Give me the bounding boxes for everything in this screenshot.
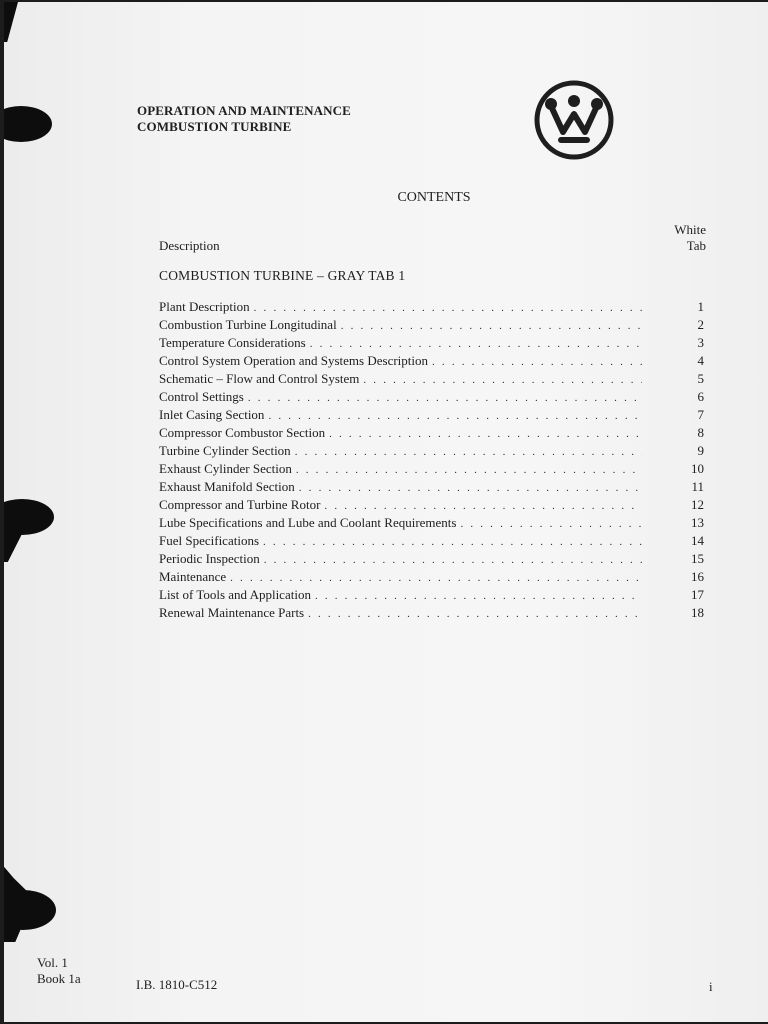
toc-row — [159, 587, 704, 605]
toc-entry-tab: 6 — [697, 389, 704, 404]
toc-entry-title: Compressor Combustor Section — [159, 425, 326, 440]
column-header-description: Description — [159, 238, 220, 253]
footer-ib-number: I.B. 1810-C512 — [136, 977, 218, 992]
toc-dot-leader — [432, 356, 642, 368]
toc-row — [159, 371, 704, 389]
toc-entry-title: Renewal Maintenance Parts — [159, 605, 305, 620]
column-header-tab — [674, 222, 706, 254]
toc-row — [159, 389, 704, 407]
toc-row — [159, 299, 704, 317]
toc-entry-title: Plant Description — [159, 299, 250, 314]
toc-dot-leader — [268, 410, 642, 422]
toc-entry-tab: 17 — [691, 587, 704, 602]
toc-entry-tab: 2 — [697, 317, 704, 332]
toc-entry-tab: 14 — [691, 533, 704, 548]
edge-tear-bottom — [4, 862, 34, 942]
toc-row — [159, 353, 704, 371]
toc-dot-leader — [324, 500, 642, 512]
header-line-1: OPERATION AND MAINTENANCE — [137, 103, 351, 118]
toc-dot-leader — [460, 518, 642, 530]
binder-hole-top — [4, 106, 52, 142]
header-line-2: COMBUSTION TURBINE — [137, 119, 292, 134]
toc-entry-tab: 1 — [697, 299, 704, 314]
toc-entry-tab: 5 — [697, 371, 704, 386]
column-header-tab-line-1: White — [674, 222, 706, 237]
toc-dot-leader — [254, 302, 642, 314]
toc-dot-leader — [310, 338, 642, 350]
toc-entry-tab: 13 — [691, 515, 704, 530]
toc-entry-title: Control Settings — [159, 389, 244, 404]
toc-entry-title: Compressor and Turbine Rotor — [159, 497, 321, 512]
toc-row — [159, 605, 704, 623]
toc-dot-leader — [329, 428, 642, 440]
toc-row — [159, 497, 704, 515]
toc-row — [159, 425, 704, 443]
toc-entry-tab: 12 — [691, 497, 704, 512]
toc-entry-tab: 18 — [691, 605, 704, 620]
table-of-contents — [159, 299, 704, 623]
toc-entry-title: Maintenance — [159, 569, 227, 584]
toc-dot-leader — [263, 536, 642, 548]
toc-entry-title: Turbine Cylinder Section — [159, 443, 291, 458]
toc-dot-leader — [230, 572, 642, 584]
toc-dot-leader — [296, 464, 642, 476]
edge-tear-middle — [4, 522, 26, 562]
toc-row — [159, 335, 704, 353]
toc-row — [159, 407, 704, 425]
footer-vol-label: Vol. 1 — [37, 955, 68, 970]
toc-row — [159, 317, 704, 335]
toc-dot-leader — [363, 374, 642, 386]
toc-row — [159, 515, 704, 533]
edge-tear-top — [4, 2, 18, 42]
toc-entry-title: Periodic Inspection — [159, 551, 260, 566]
section-heading: COMBUSTION TURBINE – GRAY TAB 1 — [159, 268, 406, 283]
toc-entry-title: Combustion Turbine Longitudinal — [159, 317, 337, 332]
toc-row — [159, 569, 704, 587]
toc-dot-leader — [315, 590, 642, 602]
document-header — [137, 103, 351, 135]
toc-entry-tab: 8 — [697, 425, 704, 440]
toc-dot-leader — [308, 608, 642, 620]
toc-row — [159, 551, 704, 569]
contents-title: CONTENTS — [397, 190, 471, 205]
toc-dot-leader — [295, 446, 642, 458]
toc-row — [159, 443, 704, 461]
document-page — [4, 2, 768, 1022]
toc-entry-tab: 10 — [691, 461, 704, 476]
toc-dot-leader — [299, 482, 642, 494]
toc-entry-title: Temperature Considerations — [159, 335, 306, 350]
toc-entry-tab: 7 — [697, 407, 704, 422]
toc-entry-tab: 3 — [697, 335, 704, 350]
toc-row — [159, 461, 704, 479]
toc-entry-title: Exhaust Manifold Section — [159, 479, 295, 494]
toc-dot-leader — [341, 320, 642, 332]
footer-page-number: i — [709, 979, 713, 994]
toc-entry-tab: 11 — [691, 479, 704, 494]
toc-row — [159, 479, 704, 497]
toc-entry-tab: 15 — [691, 551, 704, 566]
toc-entry-title: Exhaust Cylinder Section — [159, 461, 292, 476]
toc-entry-title: Schematic – Flow and Control System — [159, 371, 360, 386]
toc-entry-tab: 9 — [697, 443, 704, 458]
toc-entry-title: List of Tools and Application — [159, 587, 311, 602]
toc-entry-title: Inlet Casing Section — [159, 407, 265, 422]
footer-book-label: Book 1a — [37, 971, 81, 986]
toc-entry-tab: 16 — [691, 569, 704, 584]
toc-entry-title: Lube Specifications and Lube and Coolant Requirements — [159, 515, 457, 530]
toc-dot-leader — [248, 392, 642, 404]
toc-entry-title: Control System Operation and Systems Description — [159, 353, 429, 368]
column-header-tab-line-2: Tab — [686, 238, 706, 253]
footer-volume — [37, 955, 81, 987]
toc-dot-leader — [264, 554, 642, 566]
toc-entry-tab: 4 — [697, 353, 704, 368]
westinghouse-logo-icon — [534, 80, 614, 160]
toc-row — [159, 533, 704, 551]
toc-entry-title: Fuel Specifications — [159, 533, 260, 548]
